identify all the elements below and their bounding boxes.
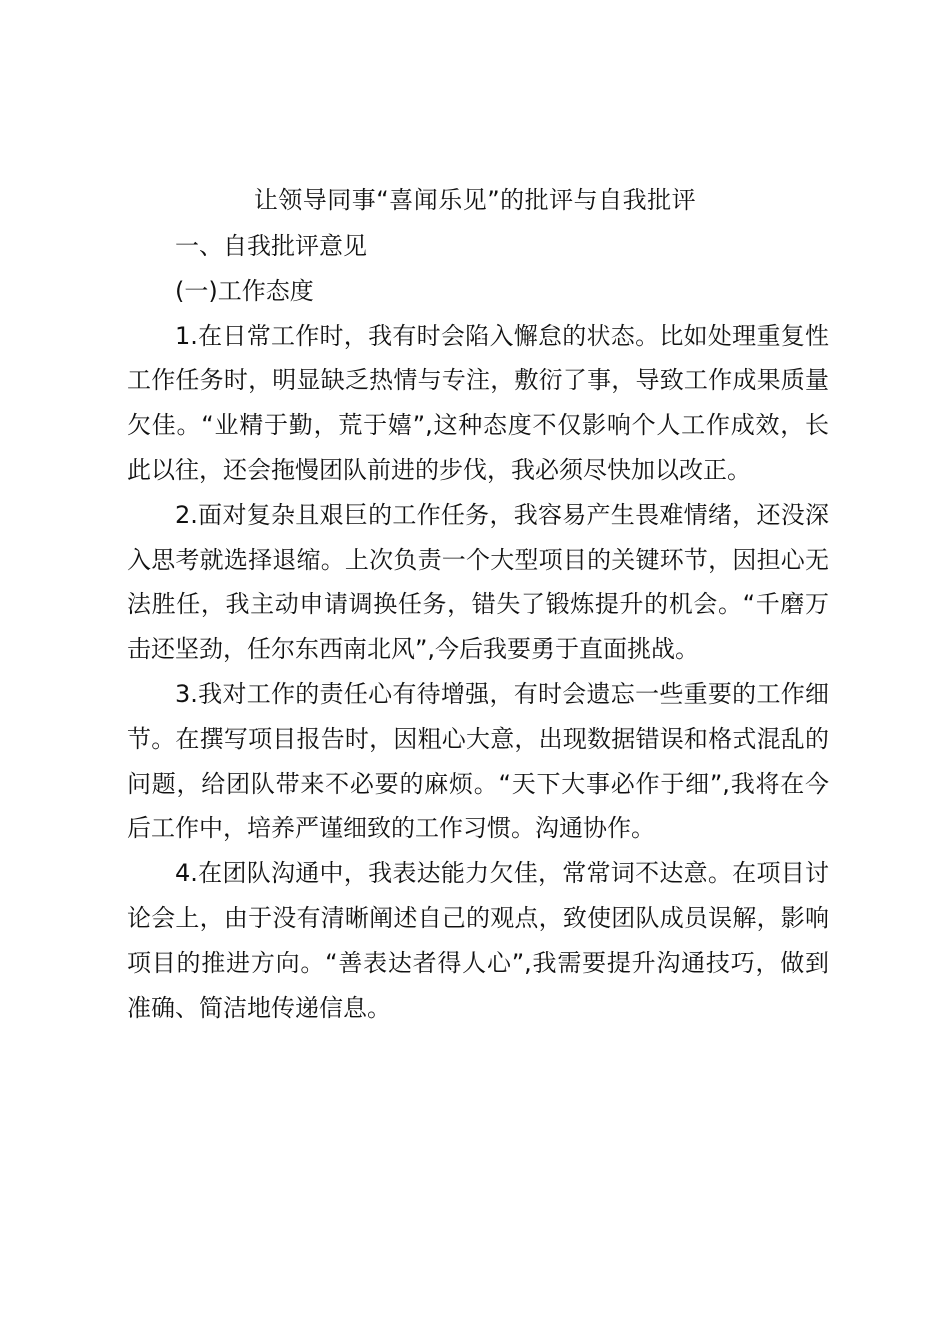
subsection-heading: (一)工作态度 [175,276,314,305]
document-title: 让领导同事“喜闻乐见”的批评与自我批评 [253,186,697,214]
section-heading: 一、自我批评意见 [175,232,367,260]
paragraph-2: 2.面对复杂且艰巨的工作任务，我容易产生畏难情绪，还没深入思考就选择退缩。上次负责一个大型项目的关键环节，因担心无法胜任，我主动申请调换任务，错失了锻炼提升的机会。“千磨万击还坚劲，任尔东西南北风”,今后我要勇于直面挑战。 [127,500,829,664]
document-body [127,224,829,1030]
paragraph-3: 3.我对工作的责任心有待增强，有时会遗忘一些重要的工作细节。在撰写项目报告时，因粗心大意，出现数据错误和格式混乱的问题，给团队带来不必要的麻烦。“天下大事必作于细”,我将在今后工作中，培养严谨细致的工作习惯。沟通协作。 [127,679,829,843]
paragraph-1: 1.在日常工作时，我有时会陷入懈怠的状态。比如处理重复性工作任务时，明显缺乏热情与专注，敷衍了事，导致工作成果质量欠佳。“业精于勤，荒于嬉”,这种态度不仅影响个人工作成效，长此以往，还会拖慢团队前进的步伐，我必须尽快加以改正。 [127,321,829,484]
paragraph-4: 4.在团队沟通中，我表达能力欠佳，常常词不达意。在项目讨论会上，由于没有清晰阐述自己的观点，致使团队成员误解，影响项目的推进方向。“善表达者得人心”,我需要提升沟通技巧，做到准确、简洁地传递信息。 [127,859,829,1022]
